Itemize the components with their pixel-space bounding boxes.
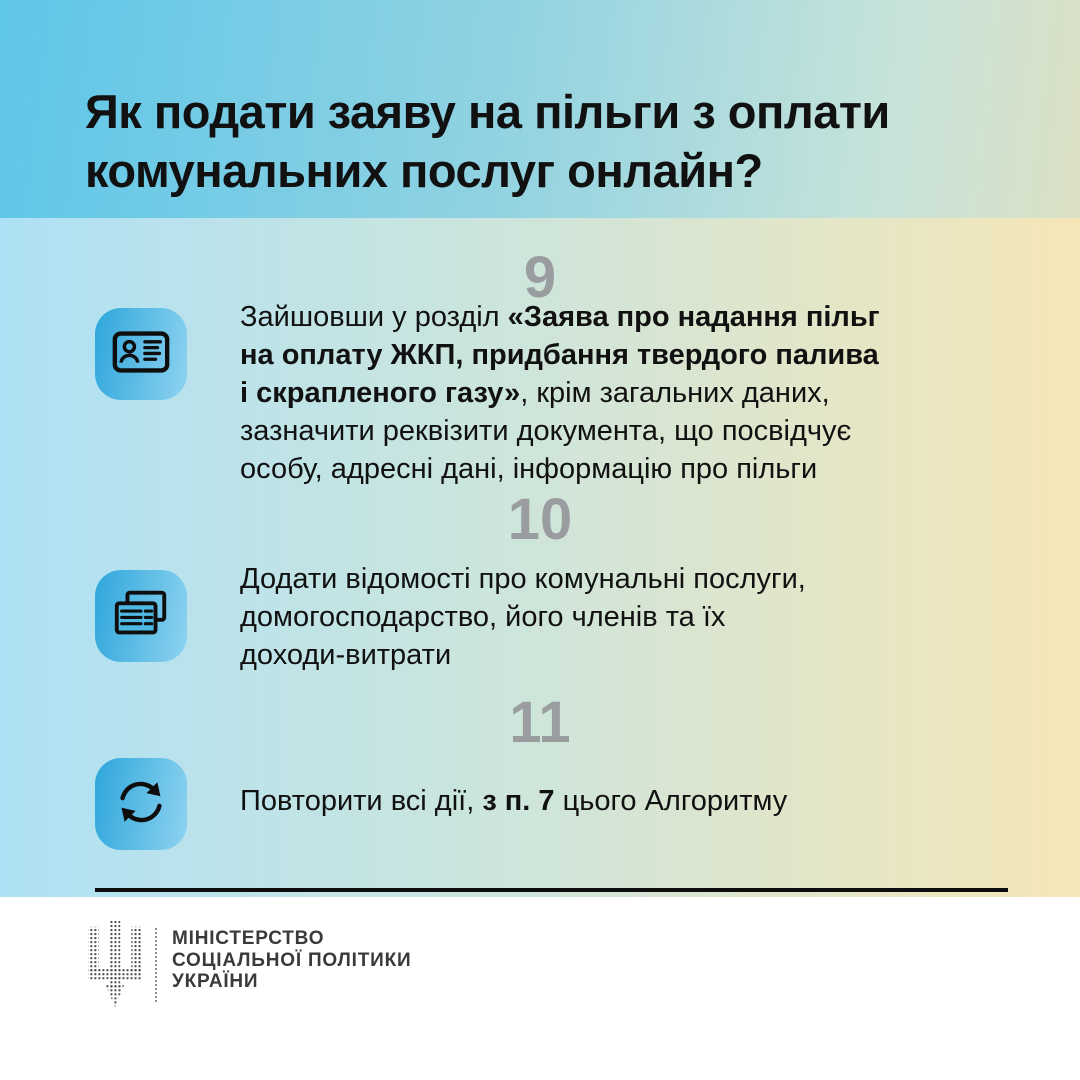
page-title: Як подати заяву на пільги з оплати комунальних послуг онлайн?	[85, 85, 890, 197]
logo-separator	[155, 928, 157, 1002]
ministry-name-line: УКРАЇНИ	[172, 971, 259, 992]
step-text-segment: зазначити реквізити документа, що посвідчує	[240, 415, 852, 447]
ministry-name-line: СОЦІАЛЬНОЇ ПОЛІТИКИ	[172, 949, 412, 971]
step-text-segment: Зайшовши у розділ	[240, 301, 508, 333]
step-text-segment: Додати відомості про комунальні послуги,	[240, 563, 806, 595]
step-text-segment: домогосподарство, його членів та їх	[240, 601, 726, 633]
step-text-segment: Повторити всі дії,	[240, 785, 483, 817]
documents-icon	[110, 583, 172, 650]
tryzub-logo	[86, 921, 144, 1014]
ministry-name-line: МІНІСТЕРСТВО	[172, 928, 325, 949]
step-number-9: 9	[523, 245, 557, 310]
refresh-icon	[110, 771, 172, 838]
step-text-segment: і скрапленого газу»	[240, 377, 521, 409]
step-icon-tile-11	[95, 758, 187, 850]
step-text-10	[240, 560, 1020, 674]
step-text-11	[240, 782, 1020, 820]
step-number-10: 10	[507, 487, 573, 552]
step-text-segment: , крім загальних даних,	[520, 377, 830, 409]
id-card-icon	[110, 321, 172, 388]
step-text-segment: з п. 7	[482, 785, 555, 817]
step-text-segment: «Заява про надання пільг	[507, 301, 880, 333]
footer	[0, 897, 1080, 1080]
step-icon-tile-10	[95, 570, 187, 662]
step-text-segment: доходи-витрати	[240, 639, 452, 671]
step-text-9	[240, 298, 1020, 488]
step-icon-tile-9	[95, 308, 187, 400]
step-number-11: 11	[509, 690, 571, 755]
step-text-segment: особу, адресні дані, інформацію про пільги	[240, 453, 818, 485]
step-text-segment: на оплату ЖКП, придбання твердого палива	[240, 339, 879, 371]
step-text-segment: цього Алгоритму	[554, 785, 788, 817]
ministry-name	[172, 928, 411, 993]
footer-divider	[95, 888, 1008, 892]
